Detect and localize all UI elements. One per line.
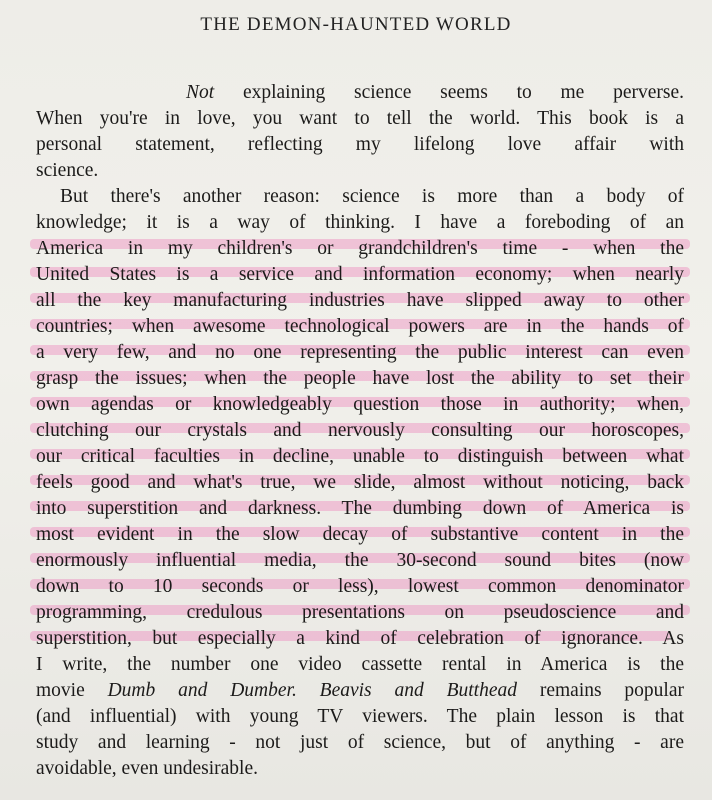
paragraph-2-line-17: programming, credulous presentations on pseudoscience and <box>36 602 684 623</box>
paragraph-2-line-19: I write, the number one video cassette rental in America is the <box>36 654 684 675</box>
body-text: remains popular <box>517 680 684 701</box>
paragraph-2-line-7: a very few, and no one representing the public interest can even <box>36 342 684 363</box>
paragraph-2-line-3: America in my children's or grandchildren's time - when the <box>36 238 684 259</box>
paragraph-2-line-16: down to 10 seconds or less), lowest common denominator <box>36 576 684 597</box>
paragraph-2-line-23: avoidable, even undesirable. <box>36 758 258 779</box>
paragraph-2-line-12: feels good and what's true, we slide, almost without noticing, back <box>36 472 684 493</box>
paragraph-2-line-15: enormously influential media, the 30-second sound bites (now <box>36 550 684 571</box>
paragraph-2-line-11: our critical faculties in decline, unable to distinguish between what <box>36 446 684 467</box>
running-head: THE DEMON-HAUNTED WORLD <box>200 14 512 35</box>
paragraph-1-line-4: science. <box>36 160 99 181</box>
paragraph-2-line-5: all the key manufacturing industries have slipped away to other <box>36 290 684 311</box>
paragraph-2-line-6: countries; when awesome technological powers are in the hands of <box>36 316 684 337</box>
paragraph-2-line-21: (and influential) with young TV viewers. The plain lesson is that <box>36 706 684 727</box>
body-text: movie <box>36 680 108 701</box>
paragraph-2-line-10: clutching our crystals and nervously consulting our horoscopes, <box>36 420 684 441</box>
paragraph-1-line-2: When you're in love, you want to tell the world. This book is a <box>36 108 684 129</box>
emphasis-text: Dumb and Dumber. Beavis and Butthead <box>107 680 517 701</box>
paragraph-1-line-3: personal statement, reflecting my lifelong love affair with <box>36 134 684 155</box>
paragraph-2-line-14: most evident in the slow decay of substantive content in the <box>36 524 684 545</box>
paragraph-2-line-8: grasp the issues; when the people have lost the ability to set their <box>36 368 684 389</box>
paragraph-2-line-2: knowledge; it is a way of thinking. I have a foreboding of an <box>36 212 684 233</box>
paragraph-2-line-9: own agendas or knowledgeably question those in authority; when, <box>36 394 684 415</box>
paragraph-2-line-13: into superstition and darkness. The dumbing down of America is <box>36 498 684 519</box>
paragraph-2-line-18: superstition, but especially a kind of celebration of ignorance. As <box>36 628 684 649</box>
paragraph-2-line-22: study and learning - not just of science, but of anything - are <box>36 732 684 753</box>
emphasis-text: Not <box>186 82 215 103</box>
paragraph-2-line-4: United States is a service and information economy; when nearly <box>36 264 684 285</box>
paragraph-2-line-1: But there's another reason: science is more than a body of <box>60 186 684 207</box>
paragraph-1-line-1 <box>186 80 684 106</box>
paragraph-2-line-20 <box>36 678 684 704</box>
body-text: explaining science seems to me perverse. <box>214 82 684 103</box>
